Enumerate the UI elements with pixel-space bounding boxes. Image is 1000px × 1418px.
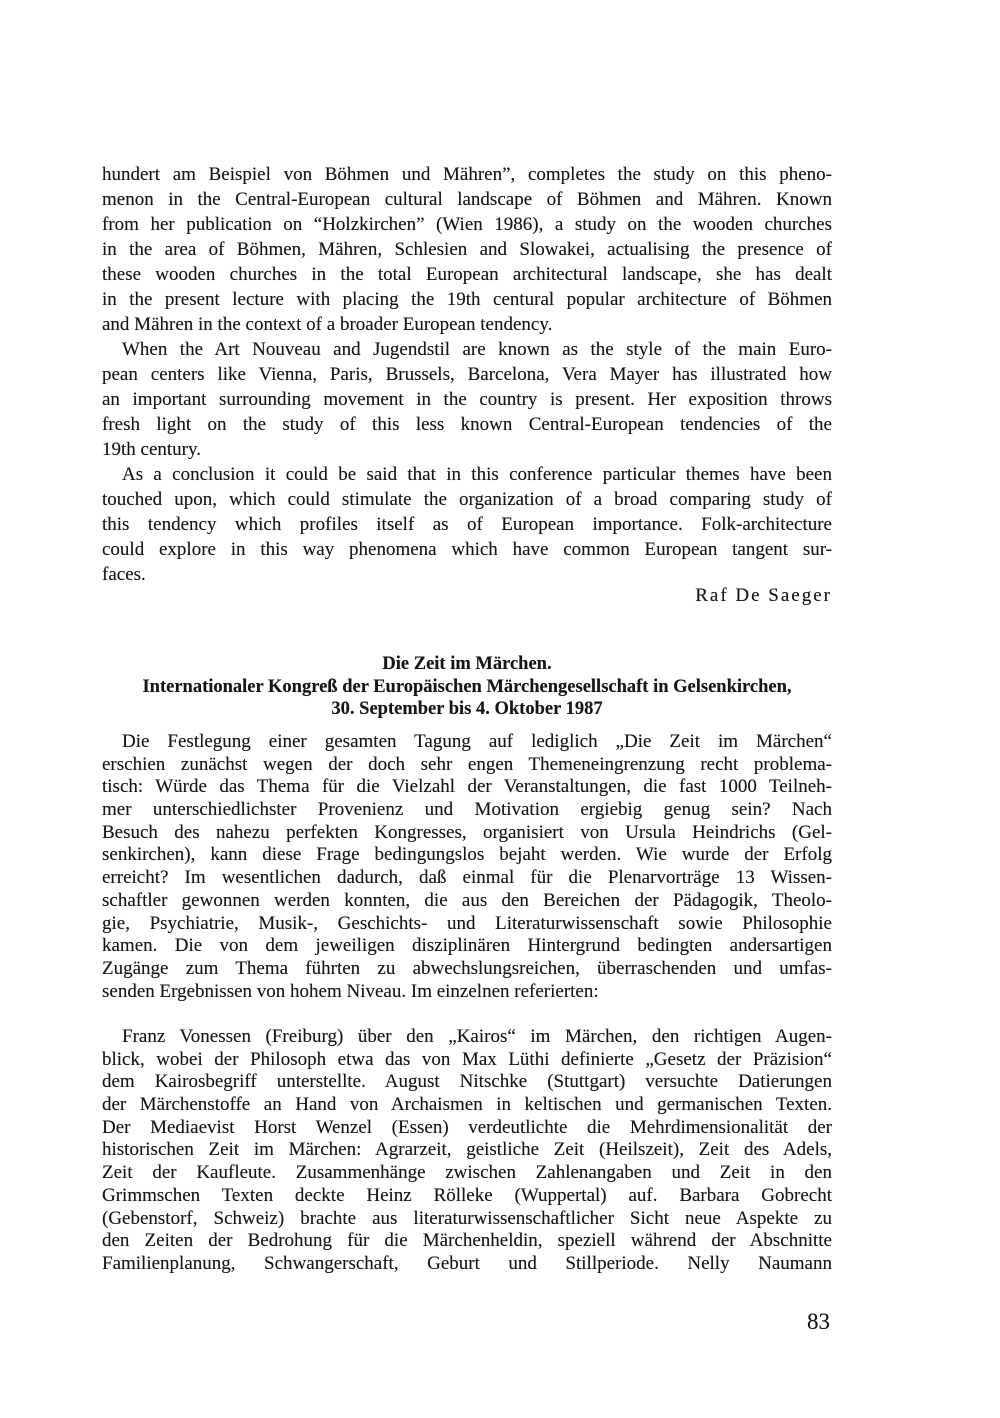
text-line: hundert am Beispiel von Böhmen und Mähren”, completes the study on this pheno- <box>102 164 832 185</box>
text-line: could explore in this way phenomena which have common European tangent sur- <box>102 539 832 560</box>
paragraph-english-conclusion <box>102 462 832 587</box>
text-line: in the present lecture with placing the 19th centural popular architecture of Böhmen <box>102 289 832 310</box>
author-signature: Raf De Saeger <box>695 585 832 606</box>
text-line: these wooden churches in the total European architectural landscape, she has dealt <box>102 264 832 285</box>
text-line: an important surrounding movement in the country is present. Her exposition throws <box>102 389 832 410</box>
text-line: senden Ergebnissen von hohem Niveau. Im einzelnen referierten: <box>102 980 599 1002</box>
text-line: senkirchen), kann diese Frage bedingungslos bejaht werden. Wie wurde der Erfolg <box>102 844 832 866</box>
text-line: Zeit der Kaufleute. Zusammenhänge zwischen Zahlenangaben und Zeit in den <box>102 1162 832 1184</box>
text-line: Familienplanung, Schwangerschaft, Geburt und Stillperiode. Nelly Naumann <box>102 1252 832 1274</box>
paragraph-german-lectures <box>102 1026 832 1276</box>
text-line: 19th century. <box>102 439 202 460</box>
text-line: When the Art Nouveau and Jugendstil are known as the style of the main Euro- <box>122 339 832 360</box>
text-line: Franz Vonessen (Freiburg) über den „Kairos“ im Märchen, den richtigen Augen- <box>122 1026 832 1047</box>
text-line: and Mähren in the context of a broader European tendency. <box>102 314 553 335</box>
text-line: kamen. Die von dem jeweiligen disziplinären Hintergrund bedingten andersartigen <box>102 935 832 957</box>
section-heading <box>102 653 832 721</box>
text-line: mer unterschiedlichster Provenienz und Motivation ergiebig genug sein? Nach <box>102 799 832 821</box>
text-line: Die Festlegung einer gesamten Tagung auf lediglich „Die Zeit im Märchen“ <box>122 731 832 752</box>
text-line: faces. <box>102 564 146 585</box>
text-line: Der Mediaevist Horst Wenzel (Essen) verdeutlichte die Mehrdimensionalität der <box>102 1116 832 1138</box>
text-line: 30. September bis 4. Oktober 1987 <box>331 699 603 720</box>
text-line: den Zeiten der Bedrohung für die Märchenheldin, speziell während der Abschnitte <box>102 1230 832 1252</box>
text-line: touched upon, which could stimulate the organization of a broad comparing study of <box>102 489 832 510</box>
text-line: pean centers like Vienna, Paris, Brussels, Barcelona, Vera Mayer has illustrated how <box>102 364 832 385</box>
text-line: menon in the Central-European cultural landscape of Böhmen and Mähren. Known <box>102 189 832 210</box>
text-line: gie, Psychiatrie, Musik-, Geschichts- und Literaturwissenschaft sowie Philosophie <box>102 912 832 934</box>
text-line: Internationaler Kongreß der Europäischen Märchengesellschaft in Gelsenkirchen, <box>142 676 792 697</box>
text-line: tisch: Würde das Thema für die Vielzahl der Veranstaltungen, die fast 1000 Teilneh- <box>102 776 832 798</box>
paragraph-german-congress-intro <box>102 731 832 1003</box>
text-line: dem Kairosbegriff unterstellte. August Nitschke (Stuttgart) versuchte Datierungen <box>102 1071 832 1093</box>
paragraph-continued-english <box>102 162 832 337</box>
paragraph-english-art-nouveau <box>102 337 832 462</box>
text-line: der Märchenstoffe an Hand von Archaismen in keltischen und germanischen Texten. <box>102 1094 832 1116</box>
text-line: erreicht? Im wesentlichen dadurch, daß einmal für die Plenarvorträge 13 Wissen- <box>102 867 832 889</box>
text-line: Besuch des nahezu perfekten Kongresses, organisiert von Ursula Heindrichs (Gel- <box>102 821 832 843</box>
text-line: Zugänge zum Thema führten zu abwechslungsreichen, überraschenden und umfas- <box>102 957 832 979</box>
text-line: schaftler gewonnen werden konnten, die aus den Bereichen der Pädagogik, Theolo- <box>102 889 832 911</box>
text-line: from her publication on “Holzkirchen” (Wien 1986), a study on the wooden churches <box>102 214 832 235</box>
text-line: Die Zeit im Märchen. <box>382 654 552 674</box>
text-line: historischen Zeit im Märchen: Agrarzeit, geistliche Zeit (Heilszeit), Zeit des Adels, <box>102 1139 832 1161</box>
text-line: erschien zunächst wegen der doch sehr engen Themeneingrenzung recht problema- <box>102 753 832 775</box>
text-line: fresh light on the study of this less known Central-European tendencies of the <box>102 414 832 435</box>
text-line: blick, wobei der Philosoph etwa das von Max Lüthi definierte „Gesetz der Präzision“ <box>102 1048 832 1070</box>
text-line: As a conclusion it could be said that in this conference particular themes have been <box>122 464 832 485</box>
text-line: this tendency which profiles itself as of European importance. Folk-architecture <box>102 514 832 535</box>
text-line: in the area of Böhmen, Mähren, Schlesien and Slowakei, actualising the presence of <box>102 239 832 260</box>
text-line: Grimmschen Texten deckte Heinz Rölleke (Wuppertal) auf. Barbara Gobrecht <box>102 1184 832 1206</box>
page-number: 83 <box>807 1309 830 1334</box>
text-line: (Gebenstorf, Schweiz) brachte aus literaturwissenschaftlicher Sicht neue Aspekte zu <box>102 1207 832 1229</box>
